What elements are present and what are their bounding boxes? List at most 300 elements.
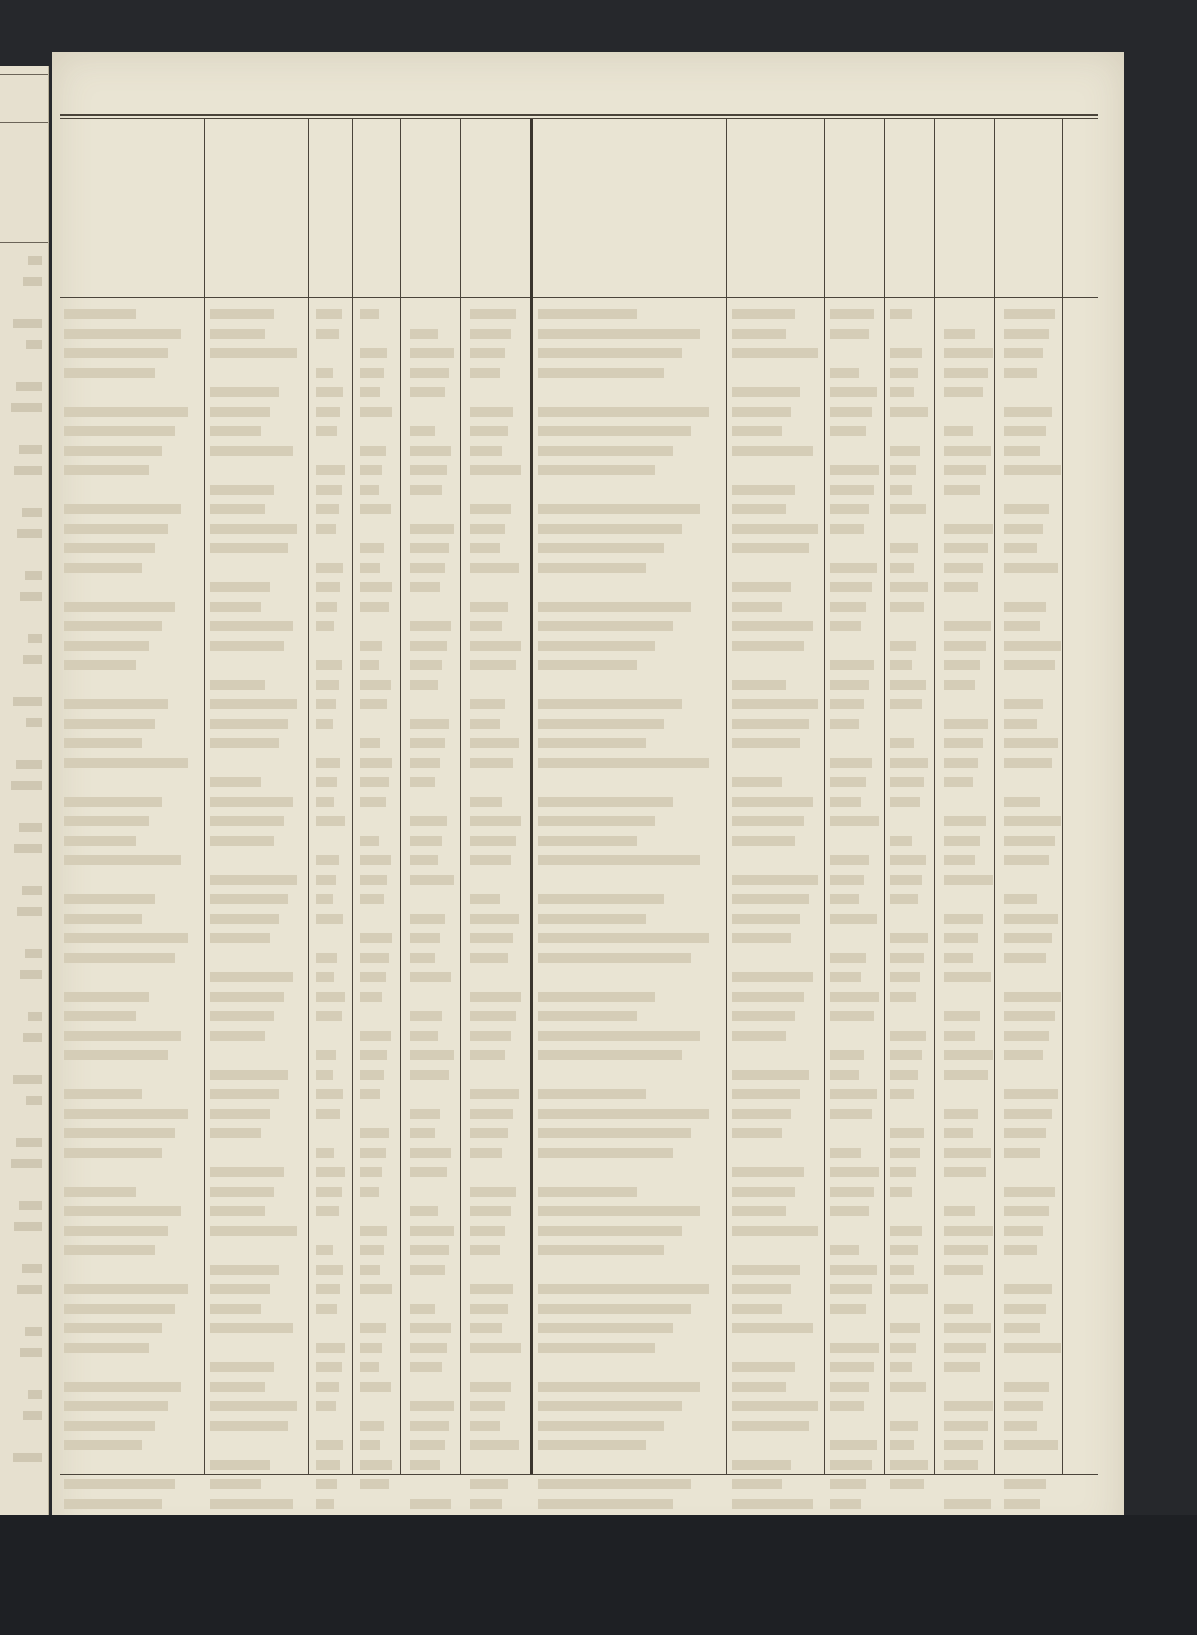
table-cell xyxy=(538,504,700,514)
table-cell xyxy=(470,1499,502,1509)
facing-page-row xyxy=(0,823,42,839)
table-cell xyxy=(210,719,288,729)
owners-table xyxy=(60,118,1098,1475)
table-cell xyxy=(316,894,333,904)
table-cell xyxy=(732,1187,795,1197)
table-cell xyxy=(732,1362,795,1372)
facing-page-row xyxy=(0,403,42,419)
facing-page-row xyxy=(0,1348,42,1364)
table-cell xyxy=(316,992,345,1002)
table-cell xyxy=(64,524,168,534)
table-cell xyxy=(360,1265,380,1275)
table-cell xyxy=(64,855,181,865)
table-cell xyxy=(830,1440,877,1450)
table-cell xyxy=(890,387,914,397)
facing-page-row xyxy=(0,991,42,1007)
table-cell xyxy=(1004,816,1061,826)
table-cell xyxy=(830,1011,874,1021)
table-cell xyxy=(830,680,869,690)
table-cell xyxy=(538,1187,637,1197)
table-cell xyxy=(890,309,912,319)
facing-page-row xyxy=(0,697,42,713)
table-cell xyxy=(830,309,874,319)
table-cell xyxy=(830,1382,869,1392)
table-cell xyxy=(410,465,447,475)
table-cell xyxy=(890,1050,922,1060)
table-cell xyxy=(410,1031,438,1041)
table-cell xyxy=(830,1284,872,1294)
table-cell xyxy=(830,875,864,885)
table-cell xyxy=(890,738,914,748)
table-cell xyxy=(538,738,646,748)
table-cell xyxy=(1004,914,1058,924)
facing-page-row xyxy=(0,466,42,482)
table-cell xyxy=(1004,543,1037,553)
table-cell xyxy=(210,992,284,1002)
table-cell xyxy=(470,953,508,963)
table-cell xyxy=(944,1440,983,1450)
table-cell xyxy=(732,543,809,553)
table-cell xyxy=(470,1148,502,1158)
table-cell xyxy=(1004,1343,1061,1353)
header-rule xyxy=(60,297,1098,298)
facing-page-row xyxy=(0,907,42,923)
table-cell xyxy=(538,1226,682,1236)
table-cell xyxy=(410,329,438,339)
table-cell xyxy=(732,797,813,807)
table-cell xyxy=(830,777,866,787)
table-cell xyxy=(210,1226,297,1236)
table-cell xyxy=(316,1089,343,1099)
table-cell xyxy=(538,1284,709,1294)
facing-page-row xyxy=(0,1453,42,1469)
table-cell xyxy=(410,1226,454,1236)
table-cell xyxy=(64,1401,168,1411)
table-cell xyxy=(890,504,926,514)
table-cell xyxy=(944,758,978,768)
table-cell xyxy=(316,1440,343,1450)
table-cell xyxy=(944,582,978,592)
table-cell xyxy=(732,641,804,651)
table-cell xyxy=(890,1284,928,1294)
table-cell xyxy=(360,933,392,943)
table-cell xyxy=(470,894,500,904)
table-cell xyxy=(890,582,928,592)
table-cell xyxy=(732,992,804,1002)
table-cell xyxy=(410,855,438,865)
table-cell xyxy=(470,1031,511,1041)
table-cell xyxy=(470,602,508,612)
table-cell xyxy=(1004,1499,1040,1509)
table-cell xyxy=(1004,1011,1055,1021)
column-rule xyxy=(994,119,995,1474)
table-cell xyxy=(410,641,447,651)
table-cell xyxy=(1004,1382,1049,1392)
table-cell xyxy=(210,602,261,612)
table-cell xyxy=(360,1031,391,1041)
table-cell xyxy=(732,582,791,592)
table-cell xyxy=(64,1499,162,1509)
facing-page-row xyxy=(0,361,42,377)
table-cell xyxy=(470,1323,502,1333)
table-cell xyxy=(360,1323,386,1333)
facing-page-row xyxy=(0,1159,42,1175)
table-cell xyxy=(410,1323,451,1333)
table-cell xyxy=(64,602,175,612)
table-cell xyxy=(410,485,442,495)
table-cell xyxy=(316,1206,339,1216)
table-cell xyxy=(1004,524,1043,534)
table-cell xyxy=(210,1382,265,1392)
table-cell xyxy=(830,1460,872,1470)
table-cell xyxy=(470,1011,516,1021)
table-cell xyxy=(64,660,136,670)
table-cell xyxy=(1004,309,1055,319)
column-rule xyxy=(824,119,825,1474)
table-cell xyxy=(316,1362,342,1372)
table-cell xyxy=(830,1245,859,1255)
table-cell xyxy=(890,953,924,963)
table-cell xyxy=(210,309,274,319)
table-cell xyxy=(732,348,818,358)
table-cell xyxy=(316,426,337,436)
table-cell xyxy=(944,836,980,846)
table-cell xyxy=(470,1050,505,1060)
table-cell xyxy=(316,1460,340,1470)
table-cell xyxy=(410,953,435,963)
table-cell xyxy=(316,1148,334,1158)
table-cell xyxy=(210,933,270,943)
table-cell xyxy=(732,446,813,456)
table-cell xyxy=(410,543,449,553)
table-cell xyxy=(410,1109,440,1119)
table-cell xyxy=(470,1421,500,1431)
table-cell xyxy=(890,1167,916,1177)
table-cell xyxy=(316,1070,333,1080)
table-cell xyxy=(538,465,655,475)
table-cell xyxy=(410,563,445,573)
table-cell xyxy=(830,465,879,475)
table-cell xyxy=(410,777,435,787)
table-cell xyxy=(944,524,993,534)
table-cell xyxy=(1004,797,1040,807)
table-cell xyxy=(1004,699,1043,709)
table-cell xyxy=(732,309,795,319)
table-cell xyxy=(830,485,874,495)
table-cell xyxy=(64,348,168,358)
table-cell xyxy=(732,1109,791,1119)
table-cell xyxy=(360,387,380,397)
table-cell xyxy=(890,777,924,787)
table-cell xyxy=(538,524,682,534)
table-cell xyxy=(830,992,879,1002)
table-cell xyxy=(210,875,297,885)
table-cell xyxy=(410,1206,438,1216)
table-cell xyxy=(470,699,505,709)
table-cell xyxy=(360,348,387,358)
table-cell xyxy=(210,972,293,982)
table-cell xyxy=(538,641,655,651)
table-cell xyxy=(1004,1109,1052,1119)
column-rule xyxy=(308,119,309,1474)
table-cell xyxy=(732,329,786,339)
table-cell xyxy=(316,309,342,319)
table-cell xyxy=(470,1226,505,1236)
table-cell xyxy=(410,680,438,690)
table-cell xyxy=(732,621,813,631)
table-cell xyxy=(830,1070,859,1080)
table-cell xyxy=(538,1304,691,1314)
table-cell xyxy=(1004,1323,1040,1333)
table-cell xyxy=(316,777,337,787)
table-cell xyxy=(890,446,920,456)
head-rule xyxy=(60,114,1098,116)
table-cell xyxy=(1004,1031,1049,1041)
table-cell xyxy=(944,1499,991,1509)
table-cell xyxy=(470,1245,500,1255)
table-cell xyxy=(732,1128,782,1138)
table-cell xyxy=(210,387,279,397)
table-cell xyxy=(944,660,980,670)
table-cell xyxy=(890,1460,928,1470)
table-cell xyxy=(830,1187,874,1197)
table-cell xyxy=(538,348,682,358)
table-cell xyxy=(316,1343,345,1353)
table-cell xyxy=(360,641,382,651)
header-district-right xyxy=(728,123,822,291)
table-cell xyxy=(210,1031,265,1041)
table-cell xyxy=(470,719,500,729)
header-survey-left xyxy=(404,123,458,291)
table-cell xyxy=(210,1206,265,1216)
table-cell xyxy=(890,1187,912,1197)
table-cell xyxy=(538,1382,700,1392)
table-cell xyxy=(410,1050,454,1060)
table-cell xyxy=(538,1050,682,1060)
table-cell xyxy=(944,680,975,690)
table-cell xyxy=(210,641,284,651)
table-cell xyxy=(410,1148,451,1158)
facing-page-row xyxy=(0,1327,42,1343)
page-number xyxy=(52,62,1124,88)
table-cell xyxy=(890,1265,914,1275)
table-cell xyxy=(316,758,340,768)
facing-page-row xyxy=(0,382,42,398)
table-cell xyxy=(64,368,155,378)
table-cell xyxy=(732,504,786,514)
table-cell xyxy=(470,914,519,924)
table-cell xyxy=(732,680,786,690)
table-cell xyxy=(210,1421,288,1431)
facing-page-row xyxy=(0,655,42,671)
table-cell xyxy=(470,465,521,475)
table-cell xyxy=(944,777,973,787)
table-cell xyxy=(64,1304,175,1314)
table-cell xyxy=(470,1109,513,1119)
table-cell xyxy=(316,582,340,592)
header-owner-right xyxy=(534,123,724,291)
table-cell xyxy=(944,387,983,397)
facing-page-row xyxy=(0,676,42,692)
table-cell xyxy=(210,699,297,709)
table-cell xyxy=(944,1343,986,1353)
table-cell xyxy=(538,621,673,631)
table-cell xyxy=(360,855,391,865)
table-cell xyxy=(360,894,384,904)
table-cell xyxy=(470,504,511,514)
table-cell xyxy=(470,738,519,748)
table-cell xyxy=(538,1109,709,1119)
facing-page-row xyxy=(0,1180,42,1196)
table-cell xyxy=(360,407,392,417)
table-cell xyxy=(1004,1401,1043,1411)
table-cell xyxy=(890,543,918,553)
table-cell xyxy=(316,485,342,495)
column-rule xyxy=(884,119,885,1474)
table-cell xyxy=(316,1304,337,1314)
table-cell xyxy=(890,1070,918,1080)
table-cell xyxy=(1004,953,1046,963)
table-cell xyxy=(360,446,386,456)
table-cell xyxy=(732,524,818,534)
table-cell xyxy=(210,1187,274,1197)
table-cell xyxy=(538,1031,700,1041)
table-cell xyxy=(944,329,975,339)
facing-page-row xyxy=(0,592,42,608)
table-cell xyxy=(944,1031,975,1041)
table-cell xyxy=(830,524,864,534)
facing-page-row xyxy=(0,928,42,944)
table-cell xyxy=(732,894,809,904)
facing-page-rule xyxy=(0,74,48,75)
table-cell xyxy=(360,1479,389,1489)
table-cell xyxy=(410,1343,447,1353)
table-cell xyxy=(1004,1206,1049,1216)
table-cell xyxy=(410,758,440,768)
table-cell xyxy=(944,1245,988,1255)
table-cell xyxy=(1004,1440,1058,1450)
table-cell xyxy=(538,816,655,826)
header-district-left xyxy=(206,123,306,291)
table-cell xyxy=(732,1421,809,1431)
table-cell xyxy=(538,602,691,612)
facing-page-row xyxy=(0,340,42,356)
table-cell xyxy=(944,1050,993,1060)
table-cell xyxy=(538,933,709,943)
facing-page-row xyxy=(0,487,42,503)
table-cell xyxy=(360,1362,379,1372)
table-cell xyxy=(470,660,516,670)
table-cell xyxy=(944,816,986,826)
table-cell xyxy=(944,1265,983,1275)
table-cell xyxy=(210,1265,279,1275)
table-cell xyxy=(64,329,181,339)
table-cell xyxy=(890,933,928,943)
table-cell xyxy=(830,719,859,729)
table-cell xyxy=(890,894,918,904)
table-cell xyxy=(830,368,859,378)
table-cell xyxy=(410,368,449,378)
table-cell xyxy=(538,309,637,319)
table-cell xyxy=(64,1245,155,1255)
table-cell xyxy=(316,1265,343,1275)
table-cell xyxy=(360,777,389,787)
table-cell xyxy=(830,816,879,826)
table-cell xyxy=(360,504,391,514)
table-cell xyxy=(1004,1050,1043,1060)
table-cell xyxy=(360,699,387,709)
table-cell xyxy=(944,953,973,963)
table-cell xyxy=(360,543,384,553)
table-cell xyxy=(944,1011,980,1021)
table-cell xyxy=(470,836,516,846)
column-rule xyxy=(530,119,533,1474)
table-cell xyxy=(732,1226,818,1236)
header-arable-right xyxy=(826,123,882,291)
table-cell xyxy=(410,1070,449,1080)
table-cell xyxy=(830,1343,879,1353)
table-cell xyxy=(944,621,991,631)
table-cell xyxy=(538,953,691,963)
table-cell xyxy=(360,738,380,748)
table-cell xyxy=(316,680,339,690)
table-cell xyxy=(890,758,928,768)
table-cell xyxy=(830,1050,864,1060)
table-cell xyxy=(830,1089,877,1099)
table-cell xyxy=(210,524,297,534)
table-cell xyxy=(944,465,986,475)
table-cell xyxy=(64,1031,181,1041)
table-cell xyxy=(64,309,136,319)
table-cell xyxy=(538,563,646,573)
table-cell xyxy=(360,1226,387,1236)
table-cell xyxy=(538,758,709,768)
table-cell xyxy=(316,660,342,670)
table-cell xyxy=(470,563,519,573)
table-cell xyxy=(64,1206,181,1216)
table-cell xyxy=(64,621,162,631)
table-cell xyxy=(470,1479,508,1489)
table-cell xyxy=(64,1148,162,1158)
table-cell xyxy=(1004,621,1040,631)
table-cell xyxy=(360,758,392,768)
table-cell xyxy=(64,1089,142,1099)
table-cell xyxy=(210,1401,297,1411)
table-cell xyxy=(830,914,877,924)
table-cell xyxy=(410,1304,435,1314)
table-cell xyxy=(732,1011,795,1021)
table-cell xyxy=(538,543,664,553)
table-cell xyxy=(944,543,988,553)
table-cell xyxy=(316,1050,336,1060)
table-cell xyxy=(316,329,339,339)
table-cell xyxy=(470,1382,511,1392)
table-cell xyxy=(1004,992,1061,1002)
table-cell xyxy=(830,1109,872,1119)
table-cell xyxy=(316,972,334,982)
table-cell xyxy=(732,1265,800,1275)
table-cell xyxy=(732,836,795,846)
facing-page-row xyxy=(0,424,42,440)
table-cell xyxy=(360,1440,380,1450)
scan-background xyxy=(0,1515,1197,1635)
table-cell xyxy=(470,758,513,768)
facing-page-row xyxy=(0,529,42,545)
table-cell xyxy=(470,446,502,456)
table-cell xyxy=(360,1167,382,1177)
table-cell xyxy=(64,719,155,729)
table-cell xyxy=(944,485,980,495)
